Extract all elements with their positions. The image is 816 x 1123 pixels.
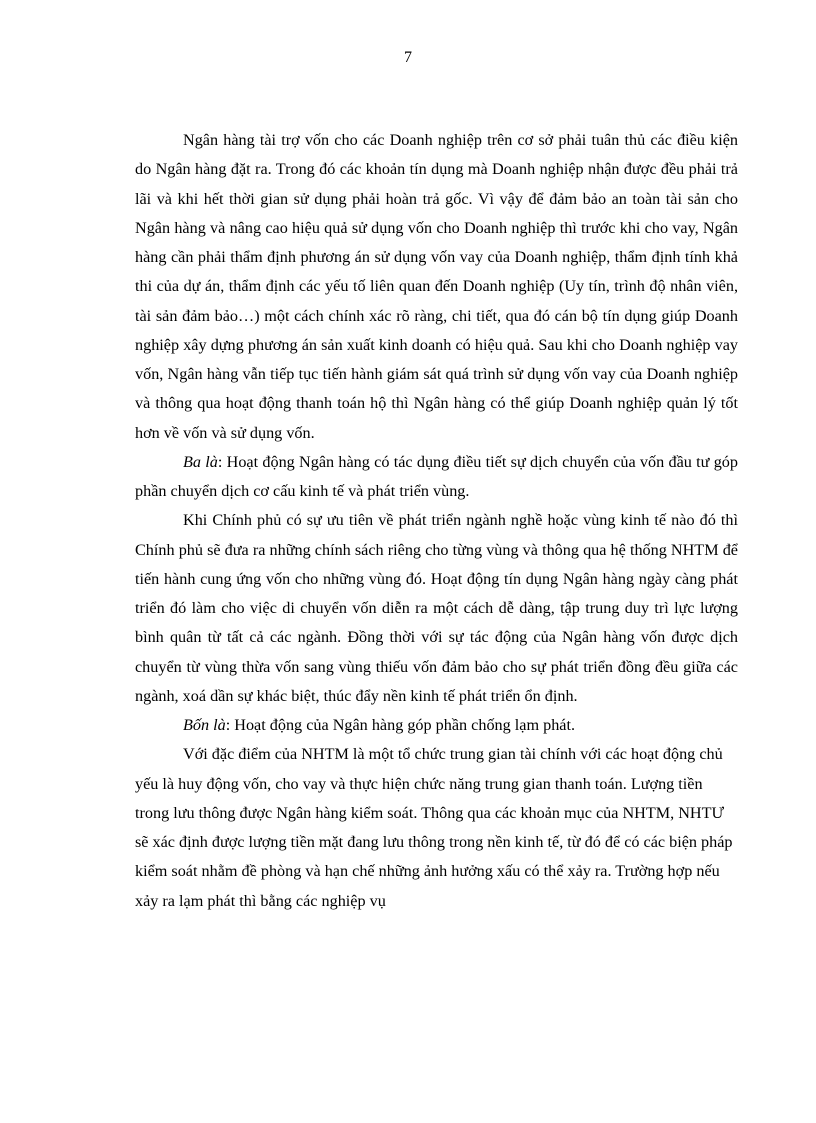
paragraph-2 xyxy=(135,448,738,507)
paragraph-text: : Hoạt động của Ngân hàng góp phần chống lạm phát. xyxy=(225,716,576,734)
page-number: 7 xyxy=(404,49,412,66)
paragraph-4 xyxy=(135,711,738,740)
paragraph-lead: Ba là xyxy=(183,452,218,471)
paragraph-text: Với đặc điểm của NHTM là một tổ chức trung gian tài chính với các hoạt động chủ yếu là huy động vốn, cho vay và thực hiện chức năng trung gian thanh toán. Lượng tiền trong lưu thông được Ngân hàng kiểm soát. Thông qua các khoản mục của NHTM, NHTƯ sẽ xác định được lượng tiền mặt đang lưu thông trong nền kinh tế, từ đó để có các biện pháp kiểm soát nhằm đề phòng và hạn chế những ảnh hưởng xấu có thể xảy ra. Trường hợp nếu xảy ra lạm phát thì bằng các nghiệp vụ xyxy=(135,745,733,910)
paragraph-lead: Bốn là xyxy=(183,716,226,734)
paragraph-3 xyxy=(135,506,738,711)
paragraph-5 xyxy=(135,740,738,916)
paragraph-text: : Hoạt động Ngân hàng có tác dụng điều tiết sự dịch chuyển của vốn đầu tư góp phần chuyển dịch cơ cấu kinh tế và phát triển vùng. xyxy=(135,452,738,500)
paragraph-1 xyxy=(135,126,738,448)
document-body xyxy=(135,126,738,916)
paragraph-text: Ngân hàng tài trợ vốn cho các Doanh nghiệp trên cơ sở phải tuân thủ các điều kiện do Ngân hàng đặt ra. Trong đó các khoản tín dụng mà Doanh nghiệp nhận được đều phải trả lãi và khi hết thời gian sử dụng phải hoàn trả gốc. Vì vậy để đảm bảo an toàn tài sản cho Ngân hàng và nâng cao hiệu quả sử dụng vốn cho Doanh nghiệp thì trước khi cho vay, Ngân hàng cần phải thẩm định phương án sử dụng vốn vay của Doanh nghiệp, thẩm định tính khả thi của dự án, thẩm định các yếu tố liên quan đến Doanh nghiệp (Uy tín, trình độ nhân viên, tài sản đảm bảo…) một cách chính xác rõ ràng, chi tiết, qua đó cán bộ tín dụng giúp Doanh nghiệp xây dựng phương án sản xuất kinh doanh có hiệu quả. Sau khi cho Doanh nghiệp vay vốn, Ngân hàng vẫn tiếp tục tiến hành giám sát quá trình sử dụng vốn vay của Doanh nghiệp và thông qua hoạt động thanh toán hộ thì Ngân hàng có thể giúp Doanh nghiệp quản lý tốt hơn về vốn và sử dụng vốn. xyxy=(135,131,738,442)
paragraph-text: Khi Chính phủ có sự ưu tiên về phát triển ngành nghề hoặc vùng kinh tế nào đó thì Chính phủ sẽ đưa ra những chính sách riêng cho từng vùng và thông qua hệ thống NHTM để tiến hành cung ứng vốn cho những vùng đó. Hoạt động tín dụng Ngân hàng ngày càng phát triển đó làm cho việc di chuyển vốn diễn ra một cách dễ dàng, tập trung duy trì lực lượng bình quân từ tất cả các ngành. Đồng thời với sự tác động của Ngân hàng vốn được dịch chuyển từ vùng thừa vốn sang vùng thiếu vốn đảm bảo cho sự phát triển đồng đều giữa các ngành, xoá dần sự khác biệt, thúc đẩy nền kinh tế phát triển ổn định. xyxy=(135,511,738,705)
